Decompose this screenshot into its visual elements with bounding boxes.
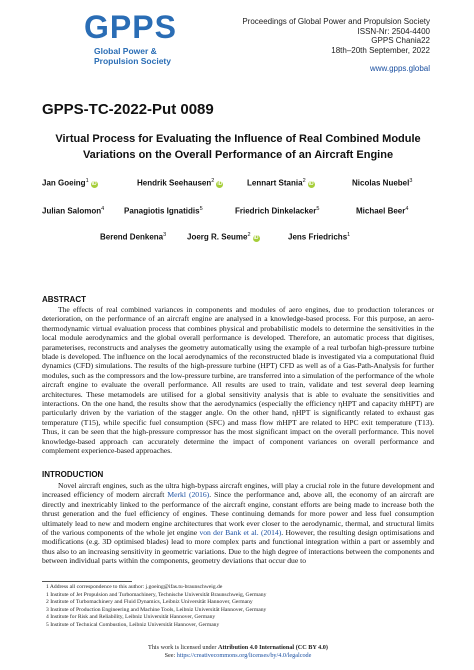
author-11 [288,232,350,242]
author-name: Michael Beer [356,206,406,216]
author-name: Nicolas Nuebel [352,178,410,188]
license-notice [42,644,434,660]
author-name: Jan Goeing [42,178,86,188]
gpps-logo[interactable] [84,10,184,66]
intro-text-part-1: Novel aircraft engines, such as the ultra high-bypass aircraft engines, will play a crucial role in the future development and increased efficiency of modern aircraft [42,481,434,500]
license-name: Attribution 4.0 International (CC BY 4.0) [218,644,328,651]
orcid-icon[interactable]: iD [217,180,223,187]
affiliation-mark: 3 [163,232,167,238]
intro-text-part-3: . However, the resulting design optimisations and modifications (e.g. 3D optimised blades) lead to more complex parts and functional integration within a part or assembly and thus also to an increasing sensitivity in geometric variations. Due to the high degree of interactions between the components and between individual parts within the components, geometry deviations that occur due to [42,528,434,566]
author-8 [356,206,408,216]
author-6 [124,206,203,216]
footnote-affiliation-1: 1 Institute of Jet Propulsion and Turbomachinery, Technische Universität Braunschweig, Germany [46,591,267,598]
affiliation-mark: 1 [85,178,89,184]
abstract-heading: ABSTRACT [42,295,86,304]
license-prefix: This work is licensed under [148,644,218,651]
footnote-divider [42,581,132,582]
footnote-affiliation-3: 3 Institute of Production Engineering and Machine Tools, Leibniz Universität Hannover, Germany [46,606,267,613]
paper-id: GPPS-TC-2022-Put 0089 [42,101,214,118]
logo-line-1: Global Power & [94,46,157,56]
footnote-affiliation-5: 5 Institute of Technical Combustion, Leibniz Universität Hannover, Germany [46,621,220,628]
author-3 [247,178,315,188]
introduction-heading: INTRODUCTION [42,470,104,479]
affiliation-mark: 5 [316,206,320,212]
abstract-text: The effects of real combined variances in components and modules of aero engines, due to production tolerances or deterioration, on the performance of an aircraft engine are analysed in a knowledge-based process. For this purpose, an aero-thermodynamic virtual evaluation process that combines physical and probabilistic models to determine the sensitivities in the local module aerodynamics and the global overall performance is developed. Therefore, an automatic process that digitises, parameterises, reconstructs and analyses the geometry automatically using the example of a real turbofan high-pressure turbine blade is developed. The influence on the local aerodynamics of the reconstructed blade is investigated via a computational fluid dynamics (CFD) simulations. The results of the high-pressure turbine (HPT) CFD as well as of a Gas-Path-Analysis for further modules, such as the compressors and the low-pressure turbine, are transferred into a simulation of the performance of the whole aircraft engine to evaluate the overall performance. All results are used to train, validate and test several deep learning architectures. These metamodels are utilised for a global sensitivity analysis that is able to evaluate the sensitivities and interactions. On the one hand, the results show that the aerodynamics (especially the efficiency ηHPT and capacity ṁHPT) are particularly driven by the variation of the stagger angle. On the other hand, ηHPT is significantly related to exhaust gas temperature (T15), while specific fuel consumption (SFC) and mass flow ṁHPT are related to HPC exit temperature (T13). Thus, it can be seen that the high-pressure compressor has the most significant impact on the overall performance. This novel knowledge-based approach can accurately determine the impact of component variances on overall performance and complement experience-based approaches. [42,305,434,456]
paper-title [42,131,434,163]
citation-link-von-der-bank[interactable]: von der Bank et al. (2014) [199,528,282,538]
logo-mark: GPPS [84,9,177,45]
author-name: Lennart Stania [247,178,303,188]
author-10 [187,232,260,242]
footnote-correspondence: 1 Address all correspondence to this author: j.goeing@ifas.tu-braunschweig.de [46,584,223,590]
affiliation-mark: 2 [302,178,306,184]
author-4 [352,178,412,188]
intro-text-part-2: . Since the performance and, above all, the economy of an aircraft are directly and inextricably linked to the performance of the aircraft engine, constant efforts are being made to increase both the thrust generation and the fuel efficiency of engines. These continuing demands for more power and less fuel consumption ultimately lead to new and modern engine architectures that work ever closer to the aerodynamic, thermal, and structural limits of the various components of the whole jet engine [42,490,435,538]
title-line-2: Variations on the Overall Performance of an Aircraft Engine [82,149,394,161]
proceedings-title: Proceedings of Global Power and Propulsion Society [242,17,430,26]
logo-line-2: Propulsion Society [94,56,171,66]
affiliation-mark: 4 [101,206,105,212]
footnotes [46,584,434,630]
author-name: Jens Friedrichs [288,232,348,242]
affiliation-mark: 2 [247,232,251,238]
author-name: Hendrik Seehausen [137,178,212,188]
author-5 [42,206,104,216]
affiliation-mark: 3 [409,178,413,184]
introduction-text [42,481,434,566]
affiliation-mark: 2 [211,178,215,184]
title-line-1: Virtual Process for Evaluating the Influence of Real Combined Module [55,133,421,145]
author-name: Joerg R. Seume [187,232,248,242]
author-name: Panagiotis Ignatidis [124,206,200,216]
license-url-link[interactable]: https://creativecommons.org/licenses/by/4.0/legalcode [176,652,312,659]
issn: ISSN-Nr: 2504-4400 [357,26,430,36]
page-header [0,0,474,90]
author-1 [42,178,98,188]
footnote-affiliation-4: 4 Institute for Risk and Reliability, Leibniz Universität Hannover, Germany [46,614,216,621]
author-name: Julian Salomon [42,206,102,216]
affiliation-mark: 1 [347,232,351,238]
orcid-icon[interactable]: iD [308,180,314,187]
footnote-affiliation-2: 2 Institute of Turbomachinery and Fluid Dynamics, Leibniz Universität Hannover, Germany [46,599,253,606]
proceedings-info [210,17,430,55]
author-7 [235,206,319,216]
affiliation-mark: 4 [405,206,409,212]
license-see: See: [164,652,177,659]
orcid-icon[interactable]: iD [253,234,259,241]
author-2 [137,178,223,188]
author-9 [100,232,166,242]
affiliation-mark: 5 [199,206,203,212]
conference-name: GPPS Chania22 [371,36,430,45]
author-name: Berend Denkena [100,232,164,242]
conference-dates: 18th–20th September, 2022 [331,45,430,55]
orcid-icon[interactable]: iD [91,180,97,187]
website-link[interactable]: www.gpps.global [369,64,430,73]
citation-link-merkl[interactable]: Merkl (2016) [167,490,210,500]
author-name: Friedrich Dinkelacker [235,206,317,216]
